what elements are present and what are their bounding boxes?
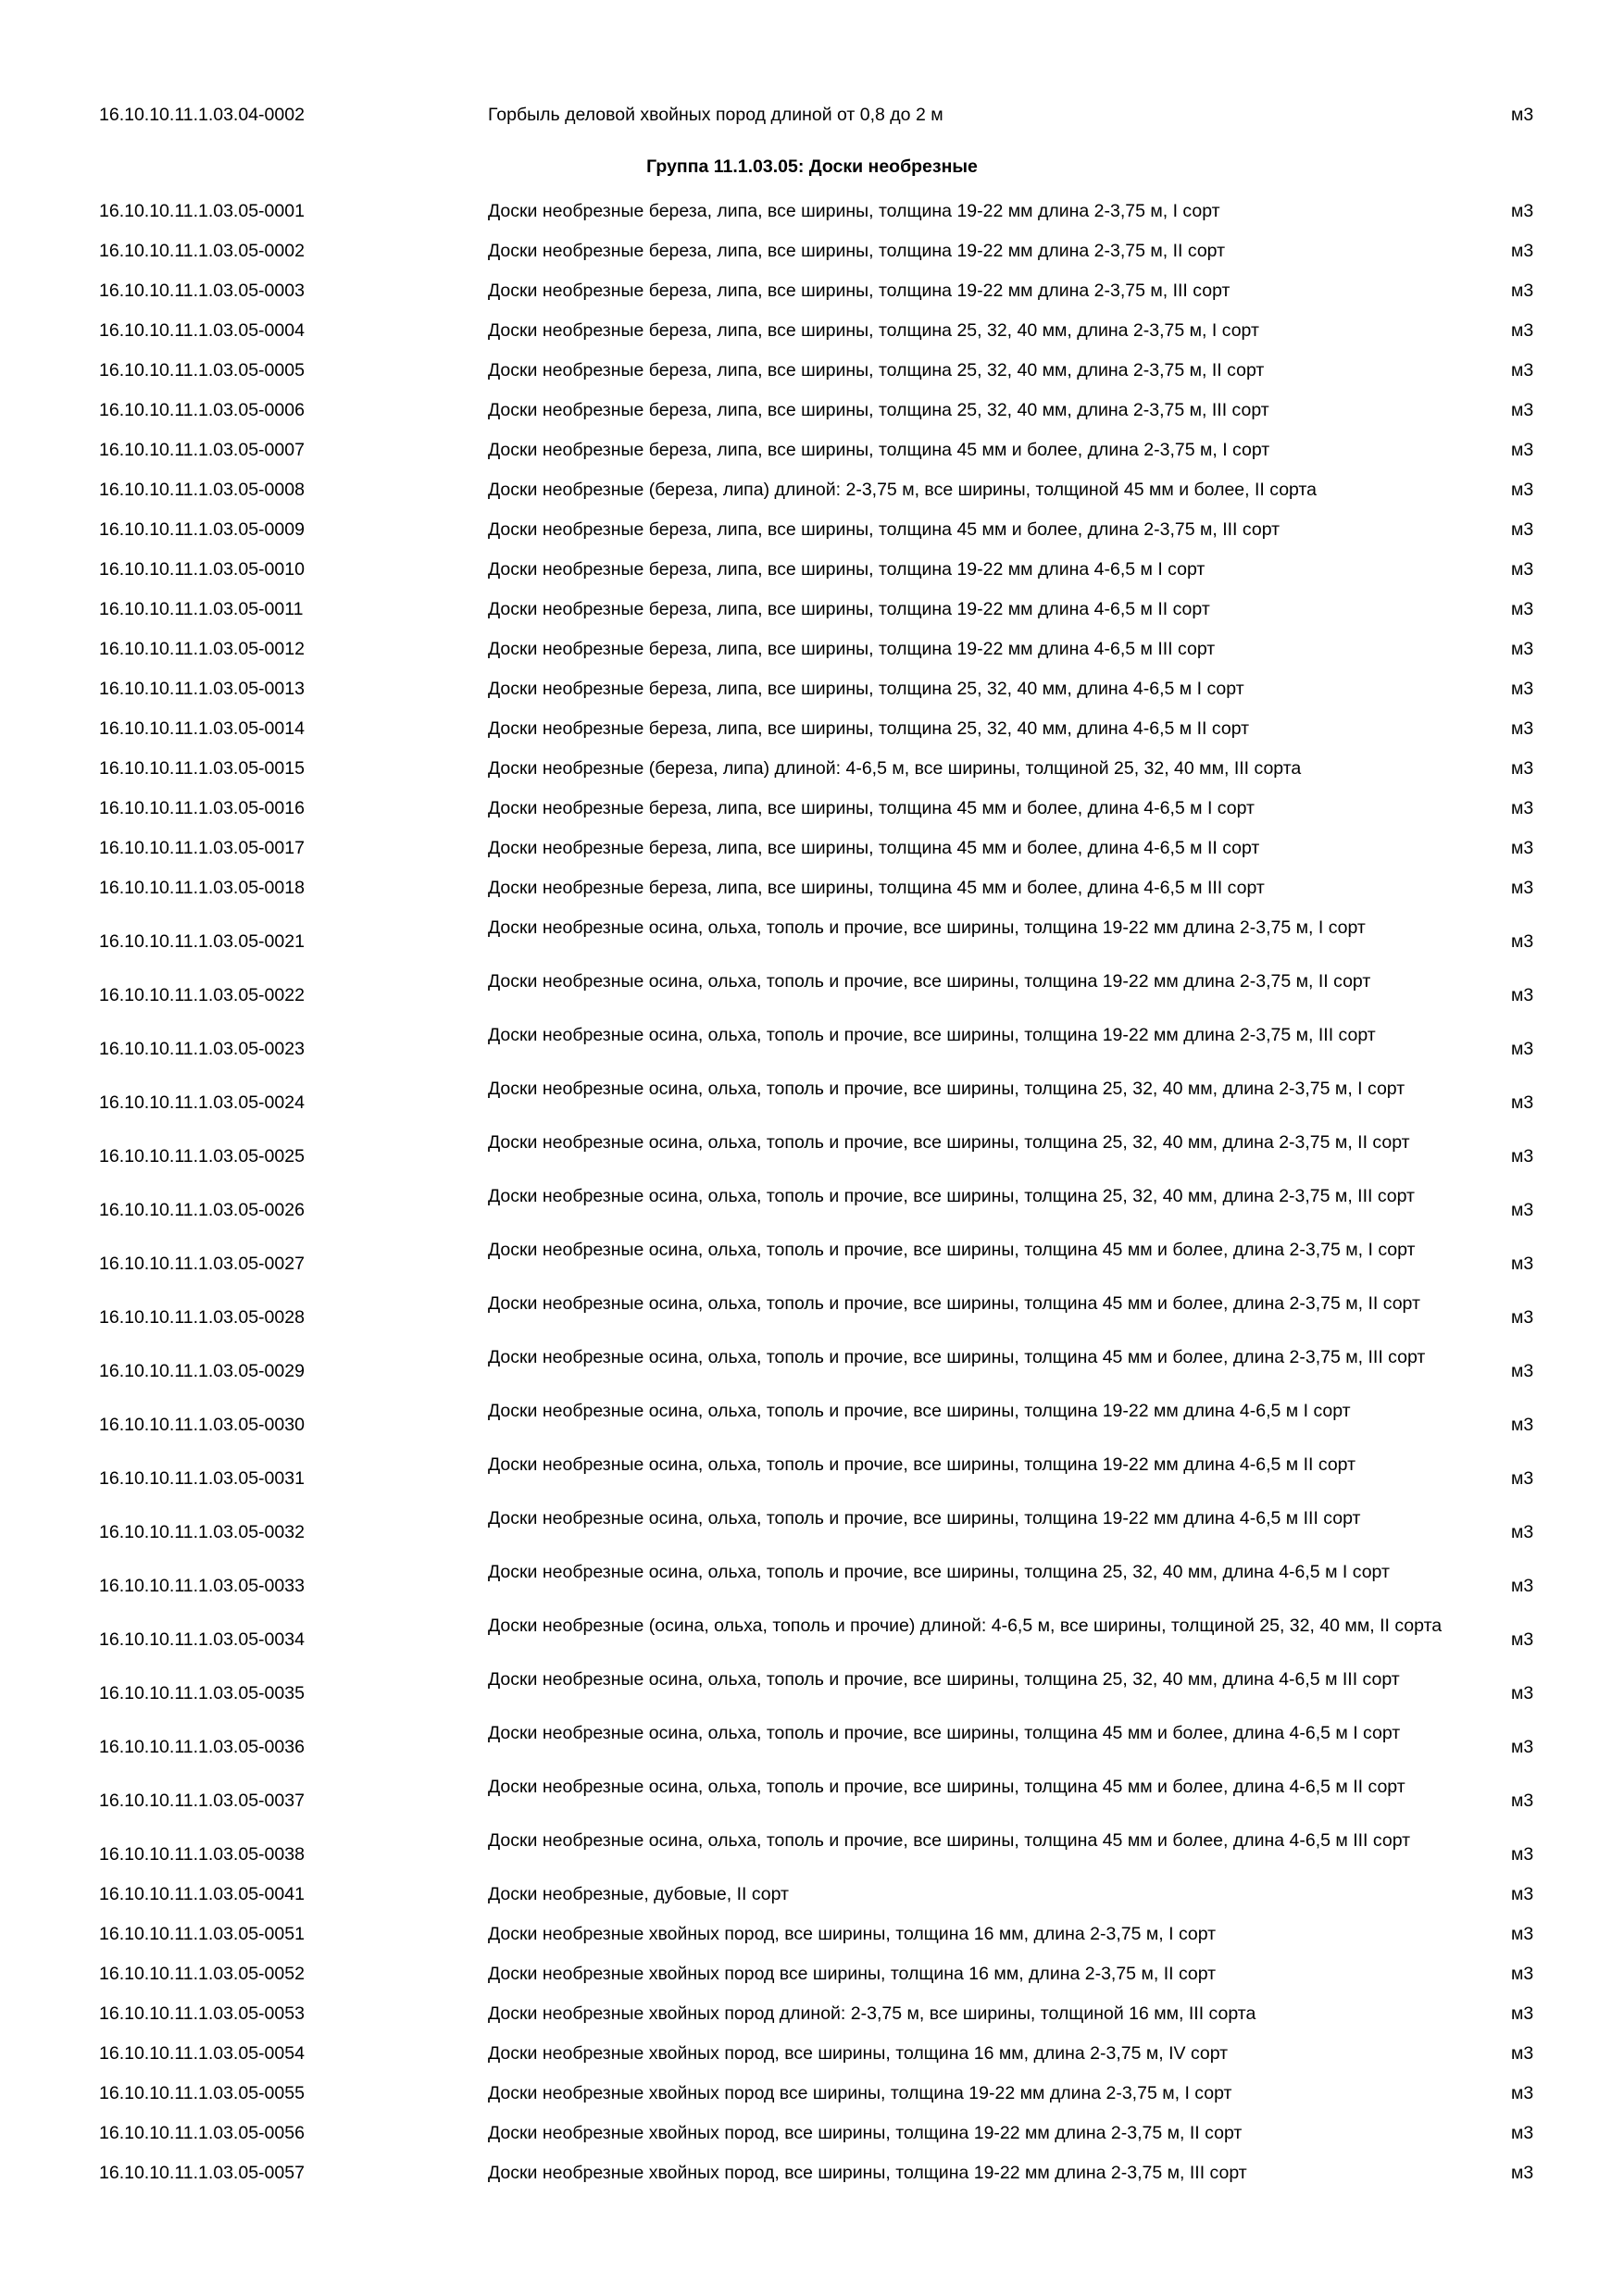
table-row — [0, 517, 1624, 556]
table-row — [0, 238, 1624, 278]
row-name: Доски необрезные береза, липа, все ширины, толщина 25, 32, 40 мм, длина 4-6,5 м II сорт — [488, 718, 1250, 739]
row-unit: м3 — [1511, 985, 1534, 1005]
row-code: 16.10.10.11.1.03.05-0024 — [99, 1092, 305, 1113]
table-row — [0, 1237, 1624, 1291]
row-code: 16.10.10.11.1.03.05-0033 — [99, 1576, 305, 1596]
row-code: 16.10.10.11.1.03.05-0057 — [99, 2163, 305, 2183]
row-name: Доски необрезные хвойных пород, все ширины, толщина 16 мм, длина 2-3,75 м, I сорт — [488, 1924, 1217, 1944]
table-row — [0, 278, 1624, 318]
row-code: 16.10.10.11.1.03.05-0008 — [99, 480, 305, 500]
row-code: 16.10.10.11.1.03.05-0023 — [99, 1039, 305, 1059]
row-name: Доски необрезные осина, ольха, тополь и прочие, все ширины, толщина 45 мм и более, длина 2-3,75 м, II сорт — [488, 1293, 1420, 1314]
row-name: Доски необрезные береза, липа, все ширины, толщина 25, 32, 40 мм, длина 2-3,75 м, II сорт — [488, 360, 1265, 381]
row-code: 16.10.10.11.1.03.05-0014 — [99, 718, 305, 739]
table-row — [0, 1022, 1624, 1076]
row-code: 16.10.10.11.1.03.05-0052 — [99, 1964, 305, 1984]
row-unit: м3 — [1511, 1146, 1534, 1167]
row-unit: м3 — [1511, 400, 1534, 420]
table-row — [0, 556, 1624, 596]
row-name: Доски необрезные хвойных пород, все ширины, толщина 16 мм, длина 2-3,75 м, IV сорт — [488, 2043, 1229, 2064]
table-row — [0, 1921, 1624, 1961]
table-row — [0, 477, 1624, 517]
row-unit: м3 — [1511, 1200, 1534, 1220]
row-name: Доски необрезные береза, липа, все ширины, толщина 45 мм и более, длина 4-6,5 м I сорт — [488, 798, 1255, 818]
row-name: Доски необрезные осина, ольха, тополь и прочие, все ширины, толщина 45 мм и более, длина 2-3,75 м, III сорт — [488, 1347, 1426, 1367]
table-row — [0, 1344, 1624, 1398]
row-unit: м3 — [1511, 599, 1534, 619]
row-code: 16.10.10.11.1.03.05-0053 — [99, 2003, 305, 2024]
row-name: Доски необрезные осина, ольха, тополь и прочие, все ширины, толщина 25, 32, 40 мм, длина 2-3,75 м, II сорт — [488, 1132, 1410, 1153]
table-row — [0, 875, 1624, 915]
row-name: Доски необрезные береза, липа, все ширины, толщина 45 мм и более, длина 4-6,5 м III сорт — [488, 878, 1265, 898]
group-title: Группа 11.1.03.05: Доски необрезные — [646, 156, 978, 177]
group-heading-row — [0, 142, 1624, 198]
row-code: 16.10.10.11.1.03.05-0006 — [99, 400, 305, 420]
row-code: 16.10.10.11.1.03.05-0010 — [99, 559, 305, 580]
row-name: Доски необрезные хвойных пород все ширины, толщина 19-22 мм длина 2-3,75 м, I сорт — [488, 2083, 1232, 2103]
row-name: Доски необрезные осина, ольха, тополь и прочие, все ширины, толщина 45 мм и более, длина 4-6,5 м I сорт — [488, 1723, 1401, 1743]
row-code: 16.10.10.11.1.03.05-0056 — [99, 2123, 305, 2143]
row-code: 16.10.10.11.1.03.05-0011 — [99, 599, 304, 619]
row-name: Доски необрезные (береза, липа) длиной: 4-6,5 м, все ширины, толщиной 25, 32, 40 мм, III сорта — [488, 758, 1302, 779]
row-code: 16.10.10.11.1.03.05-0022 — [99, 985, 305, 1005]
row-name: Горбыль деловой хвойных пород длиной от 0,8 до 2 м — [488, 105, 943, 125]
table-row — [0, 2160, 1624, 2200]
row-unit: м3 — [1511, 798, 1534, 818]
table-row — [0, 2001, 1624, 2040]
row-unit: м3 — [1511, 519, 1534, 540]
row-name: Доски необрезные береза, липа, все ширины, толщина 25, 32, 40 мм, длина 2-3,75 м, III сорт — [488, 400, 1269, 420]
table-row — [0, 357, 1624, 397]
row-name: Доски необрезные (осина, ольха, тополь и прочие) длиной: 4-6,5 м, все ширины, толщиной 25, 32, 40 мм, II сорта — [488, 1616, 1443, 1636]
row-unit: м3 — [1511, 201, 1534, 221]
row-code: 16.10.10.11.1.03.05-0037 — [99, 1791, 305, 1811]
row-unit: м3 — [1511, 679, 1534, 699]
row-unit: м3 — [1511, 559, 1534, 580]
row-code: 16.10.10.11.1.03.05-0002 — [99, 241, 305, 261]
row-code: 16.10.10.11.1.03.05-0025 — [99, 1146, 305, 1167]
row-code: 16.10.10.11.1.03.05-0017 — [99, 838, 305, 858]
row-name: Доски необрезные хвойных пород все ширины, толщина 16 мм, длина 2-3,75 м, II сорт — [488, 1964, 1217, 1984]
row-code: 16.10.10.11.1.03.05-0030 — [99, 1415, 305, 1435]
row-unit: м3 — [1511, 1629, 1534, 1650]
table-row — [0, 1720, 1624, 1774]
row-name: Доски необрезные береза, липа, все ширины, толщина 45 мм и более, длина 2-3,75 м, I сорт — [488, 440, 1270, 460]
row-unit: м3 — [1511, 1254, 1534, 1274]
row-code: 16.10.10.11.1.03.05-0032 — [99, 1522, 305, 1542]
table-row — [0, 2120, 1624, 2160]
table-row — [0, 1452, 1624, 1505]
row-code: 16.10.10.11.1.03.05-0034 — [99, 1629, 305, 1650]
table-row — [0, 1076, 1624, 1129]
row-name: Доски необрезные береза, липа, все ширины, толщина 45 мм и более, длина 4-6,5 м II сорт — [488, 838, 1260, 858]
row-name: Доски необрезные осина, ольха, тополь и прочие, все ширины, толщина 19-22 мм длина 2-3,75 м, II сорт — [488, 971, 1371, 992]
row-unit: м3 — [1511, 2163, 1534, 2183]
table-row — [0, 676, 1624, 716]
row-unit: м3 — [1511, 1522, 1534, 1542]
row-name: Доски необрезные осина, ольха, тополь и прочие, все ширины, толщина 19-22 мм длина 4-6,5 м III сорт — [488, 1508, 1361, 1529]
row-name: Доски необрезные осина, ольха, тополь и прочие, все ширины, толщина 25, 32, 40 мм, длина 2-3,75 м, I сорт — [488, 1079, 1405, 1099]
row-name: Доски необрезные осина, ольха, тополь и прочие, все ширины, толщина 45 мм и более, длина 4-6,5 м III сорт — [488, 1830, 1411, 1851]
row-code: 16.10.10.11.1.03.05-0004 — [99, 320, 305, 341]
table-row — [0, 1505, 1624, 1559]
row-unit: м3 — [1511, 1361, 1534, 1381]
row-unit: м3 — [1511, 718, 1534, 739]
table-row — [0, 2040, 1624, 2080]
price-list — [0, 102, 1624, 2200]
row-name: Доски необрезные (береза, липа) длиной: 2-3,75 м, все ширины, толщиной 45 мм и более, II сорта — [488, 480, 1318, 500]
row-name: Доски необрезные береза, липа, все ширины, толщина 19-22 мм длина 4-6,5 м I сорт — [488, 559, 1206, 580]
row-code: 16.10.10.11.1.03.05-0013 — [99, 679, 305, 699]
row-unit: м3 — [1511, 1683, 1534, 1703]
row-unit: м3 — [1511, 320, 1534, 341]
row-code: 16.10.10.11.1.03.05-0031 — [99, 1468, 305, 1489]
row-unit: м3 — [1511, 2083, 1534, 2103]
row-unit: м3 — [1511, 1924, 1534, 1944]
row-code: 16.10.10.11.1.03.05-0041 — [99, 1884, 305, 1904]
table-row — [0, 318, 1624, 357]
row-code: 16.10.10.11.1.03.05-0018 — [99, 878, 305, 898]
row-name: Доски необрезные осина, ольха, тополь и прочие, все ширины, толщина 45 мм и более, длина 2-3,75 м, I сорт — [488, 1240, 1416, 1260]
row-name: Доски необрезные осина, ольха, тополь и прочие, все ширины, толщина 25, 32, 40 мм, длина 4-6,5 м III сорт — [488, 1669, 1400, 1690]
table-row — [0, 1559, 1624, 1613]
row-unit: м3 — [1511, 1039, 1534, 1059]
row-code: 16.10.10.11.1.03.05-0026 — [99, 1200, 305, 1220]
row-code: 16.10.10.11.1.03.05-0003 — [99, 281, 305, 301]
row-unit: м3 — [1511, 1737, 1534, 1757]
row-code: 16.10.10.11.1.03.05-0036 — [99, 1737, 305, 1757]
row-code: 16.10.10.11.1.03.05-0009 — [99, 519, 305, 540]
row-code: 16.10.10.11.1.03.05-0055 — [99, 2083, 305, 2103]
row-code: 16.10.10.11.1.03.05-0007 — [99, 440, 305, 460]
row-code: 16.10.10.11.1.03.05-0021 — [99, 931, 305, 952]
row-unit: м3 — [1511, 838, 1534, 858]
row-code: 16.10.10.11.1.03.05-0029 — [99, 1361, 305, 1381]
row-unit: м3 — [1511, 1844, 1534, 1865]
row-unit: м3 — [1511, 105, 1534, 125]
row-name: Доски необрезные береза, липа, все ширины, толщина 19-22 мм длина 4-6,5 м III сорт — [488, 639, 1216, 659]
row-name: Доски необрезные хвойных пород, все ширины, толщина 19-22 мм длина 2-3,75 м, III сорт — [488, 2163, 1247, 2183]
row-unit: м3 — [1511, 639, 1534, 659]
row-unit: м3 — [1511, 758, 1534, 779]
row-name: Доски необрезные осина, ольха, тополь и прочие, все ширины, толщина 25, 32, 40 мм, длина 4-6,5 м I сорт — [488, 1562, 1390, 1582]
table-row — [0, 1881, 1624, 1921]
row-name: Доски необрезные береза, липа, все ширины, толщина 19-22 мм длина 2-3,75 м, I сорт — [488, 201, 1220, 221]
table-row — [0, 755, 1624, 795]
table-row — [0, 397, 1624, 437]
row-code: 16.10.10.11.1.03.05-0027 — [99, 1254, 305, 1274]
row-name: Доски необрезные береза, липа, все ширины, толщина 19-22 мм длина 2-3,75 м, II сорт — [488, 241, 1226, 261]
table-row — [0, 1961, 1624, 2001]
table-row — [0, 1828, 1624, 1881]
row-unit: м3 — [1511, 1468, 1534, 1489]
table-row — [0, 596, 1624, 636]
row-unit: м3 — [1511, 440, 1534, 460]
row-unit: м3 — [1511, 2043, 1534, 2064]
row-unit: м3 — [1511, 1415, 1534, 1435]
row-name: Доски необрезные хвойных пород, все ширины, толщина 19-22 мм длина 2-3,75 м, II сорт — [488, 2123, 1243, 2143]
row-unit: м3 — [1511, 2003, 1534, 2024]
row-name: Доски необрезные береза, липа, все ширины, толщина 25, 32, 40 мм, длина 2-3,75 м, I сорт — [488, 320, 1259, 341]
table-row — [0, 915, 1624, 968]
row-code: 16.10.10.11.1.03.05-0051 — [99, 1924, 305, 1944]
row-unit: м3 — [1511, 281, 1534, 301]
row-unit: м3 — [1511, 1791, 1534, 1811]
row-code: 16.10.10.11.1.03.05-0038 — [99, 1844, 305, 1865]
table-row — [0, 1183, 1624, 1237]
row-unit: м3 — [1511, 360, 1534, 381]
row-unit: м3 — [1511, 480, 1534, 500]
row-name: Доски необрезные осина, ольха, тополь и прочие, все ширины, толщина 19-22 мм длина 4-6,5 м I сорт — [488, 1401, 1351, 1421]
row-name: Доски необрезные осина, ольха, тополь и прочие, все ширины, толщина 25, 32, 40 мм, длина 2-3,75 м, III сорт — [488, 1186, 1415, 1206]
row-name: Доски необрезные береза, липа, все ширины, толщина 19-22 мм длина 4-6,5 м II сорт — [488, 599, 1210, 619]
row-code: 16.10.10.11.1.03.05-0035 — [99, 1683, 305, 1703]
row-unit: м3 — [1511, 878, 1534, 898]
row-name: Доски необрезные осина, ольха, тополь и прочие, все ширины, толщина 19-22 мм длина 2-3,75 м, III сорт — [488, 1025, 1376, 1045]
table-row — [0, 835, 1624, 875]
table-row — [0, 1291, 1624, 1344]
row-unit: м3 — [1511, 1884, 1534, 1904]
row-unit: м3 — [1511, 931, 1534, 952]
row-unit: м3 — [1511, 1576, 1534, 1596]
row-name: Доски необрезные хвойных пород длиной: 2-3,75 м, все ширины, толщиной 16 мм, III сорта — [488, 2003, 1256, 2024]
row-code: 16.10.10.11.1.03.05-0028 — [99, 1307, 305, 1328]
row-code: 16.10.10.11.1.03.05-0012 — [99, 639, 305, 659]
table-row — [0, 1129, 1624, 1183]
table-row — [0, 1398, 1624, 1452]
row-name: Доски необрезные, дубовые, II сорт — [488, 1884, 789, 1904]
row-code: 16.10.10.11.1.03.05-0001 — [99, 201, 305, 221]
row-name: Доски необрезные береза, липа, все ширины, толщина 19-22 мм длина 2-3,75 м, III сорт — [488, 281, 1230, 301]
table-row — [0, 716, 1624, 755]
row-name: Доски необрезные осина, ольха, тополь и прочие, все ширины, толщина 45 мм и более, длина 4-6,5 м II сорт — [488, 1777, 1405, 1797]
table-row — [0, 636, 1624, 676]
table-row — [0, 102, 1624, 142]
table-row — [0, 795, 1624, 835]
row-name: Доски необрезные береза, липа, все ширины, толщина 45 мм и более, длина 2-3,75 м, III сорт — [488, 519, 1280, 540]
row-code: 16.10.10.11.1.03.05-0015 — [99, 758, 305, 779]
row-code: 16.10.10.11.1.03.05-0005 — [99, 360, 305, 381]
table-row — [0, 2080, 1624, 2120]
table-row — [0, 198, 1624, 238]
row-unit: м3 — [1511, 1092, 1534, 1113]
table-row — [0, 1666, 1624, 1720]
row-name: Доски необрезные береза, липа, все ширины, толщина 25, 32, 40 мм, длина 4-6,5 м I сорт — [488, 679, 1244, 699]
table-row — [0, 437, 1624, 477]
row-name: Доски необрезные осина, ольха, тополь и прочие, все ширины, толщина 19-22 мм длина 4-6,5 м II сорт — [488, 1454, 1356, 1475]
row-unit: м3 — [1511, 241, 1534, 261]
table-row — [0, 1613, 1624, 1666]
row-code: 16.10.10.11.1.03.05-0054 — [99, 2043, 305, 2064]
row-code: 16.10.10.11.1.03.05-0016 — [99, 798, 305, 818]
row-code: 16.10.10.11.1.03.04-0002 — [99, 105, 305, 125]
row-name: Доски необрезные осина, ольха, тополь и прочие, все ширины, толщина 19-22 мм длина 2-3,75 м, I сорт — [488, 917, 1366, 938]
table-row — [0, 1774, 1624, 1828]
table-row — [0, 968, 1624, 1022]
row-unit: м3 — [1511, 1307, 1534, 1328]
row-unit: м3 — [1511, 1964, 1534, 1984]
row-unit: м3 — [1511, 2123, 1534, 2143]
